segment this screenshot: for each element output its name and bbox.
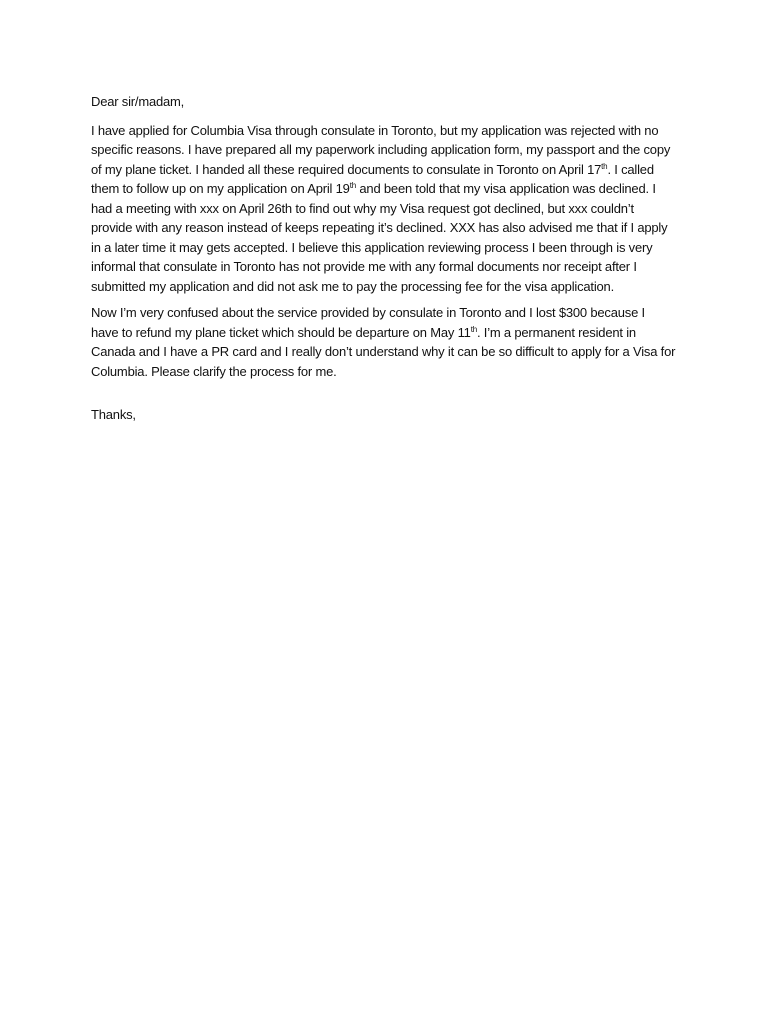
paragraph-line: Canada and I have a PR card and I really don’t understand why it can be so difficult to apply for a Visa for: [91, 344, 676, 359]
paragraph-line: provide with any reason instead of keeps repeating it’s declined. XXX has also advised me that if I apply: [91, 220, 668, 235]
paragraph-line: Columbia. Please clarify the process for me.: [91, 363, 337, 379]
paragraph-application-details: [91, 121, 691, 297]
paragraph-line: specific reasons. I have prepared all my paperwork including application form, my passport and the copy: [91, 142, 671, 157]
closing: Thanks,: [91, 407, 136, 422]
paragraph-line: informal that consulate in Toronto has not provide me with any formal documents nor receipt after I: [91, 259, 637, 274]
line-text: of my plane ticket. I handed all these required documents to consulate in Toronto on April 17: [91, 161, 602, 177]
paragraph-line: submitted my application and did not ask me to pay the processing fee for the visa application.: [91, 278, 614, 294]
line-text: and been told that my visa application was declined. I: [355, 181, 656, 196]
paragraph-line: [91, 323, 691, 343]
line-text: . I called: [607, 161, 654, 177]
letter-body: [91, 92, 691, 425]
ordinal-suffix: th: [601, 161, 608, 171]
paragraph-line: had a meeting with xxx on April 26th to find out why my Visa request got declined, but xxx couldn’t: [91, 200, 634, 216]
ordinal-suffix: th: [349, 181, 356, 190]
ordinal-suffix: th: [470, 324, 477, 334]
paragraph-line: I have applied for Columbia Visa through consulate in Toronto, but my application was rejected with no: [91, 122, 659, 138]
line-text: . I’m a permanent resident in: [476, 324, 636, 340]
line-text: them to follow up on my application on April 19: [91, 181, 350, 196]
paragraph-line: [91, 160, 691, 180]
paragraph-complaint: [91, 303, 691, 381]
paragraph-line: Now I’m very confused about the service provided by consulate in Toronto and I lost $300 because I: [91, 305, 645, 320]
paragraph-line: [91, 179, 691, 199]
salutation: Dear sir/madam,: [91, 94, 185, 109]
line-text: have to refund my plane ticket which should be departure on May 11: [91, 324, 471, 340]
paragraph-line: in a later time it may gets accepted. I believe this application reviewing process I been through is very: [91, 239, 653, 255]
